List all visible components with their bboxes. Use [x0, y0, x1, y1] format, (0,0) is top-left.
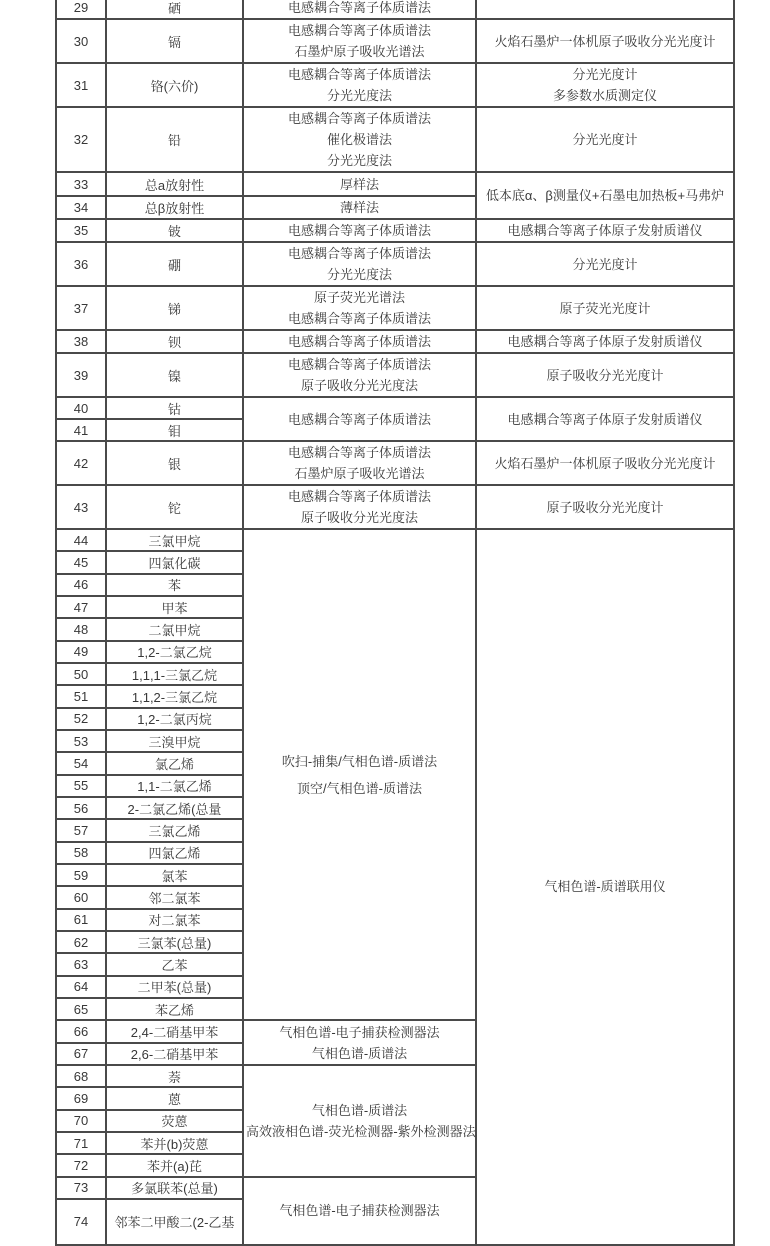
method-cell	[243, 219, 476, 242]
method-cell-line: 催化极谱法	[326, 132, 392, 147]
param-name-cell	[106, 219, 243, 242]
table-row	[56, 107, 734, 172]
param-name-cell-line: 1,1,2-三氯乙烷	[131, 689, 218, 705]
param-name-cell-line: 苯	[167, 578, 181, 594]
param-name-cell	[106, 1154, 243, 1176]
instrument-cell	[476, 441, 734, 485]
method-cell-line: 吹扫-捕集/气相色谱-质谱法	[281, 753, 438, 769]
method-cell-line: 电感耦合等离子体质谱法	[287, 411, 431, 427]
param-name-cell-line: 三氯甲烷	[148, 533, 201, 549]
instrument-cell	[476, 107, 734, 172]
row-number-cell	[56, 1154, 106, 1176]
row-number-cell	[56, 1132, 106, 1154]
row-number-cell-line: 38	[73, 334, 89, 349]
method-cell	[243, 353, 476, 397]
row-number-cell	[56, 353, 106, 397]
row-number-cell-line: 44	[73, 532, 89, 548]
method-cell-line: 电感耦合等离子体质谱法	[287, 311, 431, 326]
row-number-cell-line: 40	[73, 400, 89, 416]
row-number-cell	[56, 797, 106, 819]
row-number-cell	[56, 1065, 106, 1087]
param-name-cell-line: 锑	[167, 301, 181, 317]
row-number-cell-line: 59	[73, 867, 89, 883]
instrument-cell-line: 分光光度计	[572, 256, 638, 272]
param-name-cell	[106, 1087, 243, 1109]
row-number-cell-line: 53	[73, 733, 89, 749]
param-name-cell-line: 1,2-二氯乙烷	[137, 645, 212, 661]
param-name-cell	[106, 886, 243, 908]
method-cell-line: 分光光度法	[326, 88, 392, 103]
param-name-cell	[106, 663, 243, 685]
instrument-cell	[476, 19, 734, 63]
row-number-cell-line: 34	[73, 200, 89, 215]
instrument-cell	[476, 242, 734, 286]
param-name-cell	[106, 485, 243, 529]
instrument-cell	[476, 330, 734, 353]
row-number-cell	[56, 708, 106, 730]
row-number-cell	[56, 1043, 106, 1065]
row-number-cell-line: 50	[73, 666, 89, 682]
instrument-cell-line: 原子荧光光度计	[559, 300, 651, 316]
instrument-cell	[476, 529, 734, 1245]
method-cell-line: 电感耦合等离子体质谱法	[287, 334, 431, 349]
param-name-cell-line: 苯乙烯	[154, 1002, 194, 1018]
methods-table-body	[56, 0, 734, 1245]
row-number-cell	[56, 172, 106, 196]
instrument-cell-line: 气相色谱-质谱联用仪	[544, 879, 666, 895]
param-name-cell	[106, 730, 243, 752]
param-name-cell-line: 钴	[167, 401, 181, 417]
param-name-cell-line: 钼	[167, 423, 181, 439]
row-number-cell-line: 32	[73, 132, 89, 147]
param-name-cell	[106, 953, 243, 975]
param-name-cell	[106, 819, 243, 841]
row-number-cell	[56, 685, 106, 707]
row-number-cell-line: 42	[73, 455, 89, 471]
method-cell-line: 电感耦合等离子体质谱法	[287, 0, 431, 15]
method-cell	[243, 1020, 476, 1065]
param-name-cell	[106, 529, 243, 551]
table-row	[56, 529, 734, 551]
row-number-cell-line: 37	[73, 300, 89, 316]
param-name-cell	[106, 397, 243, 419]
param-name-cell	[106, 1020, 243, 1042]
param-name-cell-line: 2,6-二硝基甲苯	[130, 1047, 219, 1063]
row-number-cell-line: 54	[73, 755, 89, 771]
param-name-cell-line: 乙苯	[161, 957, 188, 973]
table-row	[56, 0, 734, 19]
param-name-cell	[106, 1043, 243, 1065]
row-number-cell-line: 74	[73, 1214, 89, 1230]
row-number-cell-line: 31	[73, 77, 89, 93]
param-name-cell-line: 总β放射性	[144, 201, 205, 216]
param-name-cell	[106, 909, 243, 931]
param-name-cell-line: 苯并(a)芘	[147, 1158, 202, 1174]
row-number-cell	[56, 529, 106, 551]
row-number-cell-line: 51	[73, 688, 89, 704]
param-name-cell-line: 铅	[167, 133, 181, 148]
param-name-cell	[106, 1065, 243, 1087]
row-number-cell	[56, 19, 106, 63]
row-number-cell-line: 63	[73, 956, 89, 972]
param-name-cell-line: 钡	[167, 335, 181, 350]
param-name-cell-line: 硼	[167, 257, 181, 273]
instrument-cell	[476, 353, 734, 397]
param-name-cell-line: 2-二氯乙烯(总量	[127, 801, 222, 817]
row-number-cell	[56, 219, 106, 242]
param-name-cell-line: 硒	[167, 1, 181, 16]
table-row	[56, 19, 734, 63]
method-cell	[243, 107, 476, 172]
param-name-cell	[106, 242, 243, 286]
instrument-cell-line: 分光光度计	[572, 132, 638, 147]
row-number-cell	[56, 441, 106, 485]
method-cell-line: 高效液相色谱-荧光检测器-紫外检测器法	[246, 1123, 476, 1139]
method-cell	[243, 330, 476, 353]
param-name-cell-line: 铬(六价)	[150, 78, 199, 94]
method-cell-line: 电感耦合等离子体质谱法	[287, 23, 431, 38]
instrument-cell-line: 电感耦合等离子体原子发射质谱仪	[507, 223, 703, 238]
row-number-cell	[56, 752, 106, 774]
row-number-cell	[56, 551, 106, 573]
instrument-cell-line: 火焰石墨炉一体机原子吸收分光光度计	[494, 455, 716, 471]
table-row	[56, 353, 734, 397]
param-name-cell-line: 铍	[167, 224, 181, 239]
table-row	[56, 242, 734, 286]
param-name-cell	[106, 286, 243, 330]
row-number-cell	[56, 0, 106, 19]
param-name-cell-line: 1,1-二氯乙烯	[137, 779, 212, 795]
row-number-cell-line: 36	[73, 256, 89, 272]
method-cell-line: 原子吸收分光光度法	[300, 378, 418, 393]
method-cell	[243, 19, 476, 63]
param-name-cell	[106, 353, 243, 397]
row-number-cell	[56, 397, 106, 419]
row-number-cell-line: 67	[73, 1046, 89, 1062]
param-name-cell	[106, 19, 243, 63]
param-name-cell-line: 邻二氯苯	[148, 890, 201, 906]
param-name-cell	[106, 0, 243, 19]
row-number-cell	[56, 1087, 106, 1109]
param-name-cell-line: 苯并(b)荧蒽	[140, 1136, 209, 1152]
method-cell	[243, 196, 476, 219]
row-number-cell-line: 46	[73, 577, 89, 593]
method-cell-line: 电感耦合等离子体质谱法	[287, 357, 431, 372]
row-number-cell	[56, 998, 106, 1020]
table-row	[56, 330, 734, 353]
row-number-cell	[56, 886, 106, 908]
row-number-cell-line: 39	[73, 367, 89, 383]
table-row	[56, 172, 734, 196]
table-row	[56, 397, 734, 419]
row-number-cell-line: 61	[73, 912, 89, 928]
row-number-cell	[56, 730, 106, 752]
param-name-cell-line: 总a放射性	[144, 177, 205, 193]
instrument-cell-line: 低本底α、β测量仪+石墨电加热板+马弗炉	[485, 188, 725, 203]
param-name-cell-line: 对二氯苯	[148, 913, 201, 929]
param-name-cell	[106, 63, 243, 107]
param-name-cell	[106, 864, 243, 886]
param-name-cell-line: 多氯联苯(总量)	[131, 1181, 218, 1197]
instrument-cell-line: 火焰石墨炉一体机原子吸收分光光度计	[494, 33, 716, 49]
row-number-cell	[56, 574, 106, 596]
param-name-cell	[106, 976, 243, 998]
param-name-cell	[106, 1177, 243, 1199]
row-number-cell	[56, 1199, 106, 1245]
row-number-cell-line: 58	[73, 845, 89, 861]
instrument-cell	[476, 172, 734, 219]
row-number-cell	[56, 909, 106, 931]
param-name-cell-line: 镉	[167, 34, 181, 50]
param-name-cell	[106, 685, 243, 707]
param-name-cell-line: 三氯乙烯	[148, 823, 201, 839]
param-name-cell	[106, 931, 243, 953]
row-number-cell-line: 71	[73, 1135, 89, 1151]
row-number-cell-line: 49	[73, 644, 89, 660]
param-name-cell-line: 氯苯	[161, 868, 188, 884]
row-number-cell-line: 35	[73, 223, 89, 238]
row-number-cell	[56, 976, 106, 998]
param-name-cell-line: 邻苯二甲酸二(2-乙基	[114, 1215, 235, 1231]
method-cell-line: 电感耦合等离子体质谱法	[287, 223, 431, 238]
row-number-cell	[56, 931, 106, 953]
row-number-cell	[56, 641, 106, 663]
method-cell-line: 顶空/气相色谱-质谱法	[297, 780, 422, 796]
row-number-cell-line: 73	[73, 1180, 89, 1196]
row-number-cell-line: 29	[73, 0, 89, 15]
row-number-cell	[56, 953, 106, 975]
row-number-cell	[56, 330, 106, 353]
instrument-cell	[476, 0, 734, 19]
row-number-cell	[56, 596, 106, 618]
method-cell	[243, 1177, 476, 1245]
instrument-cell-line: 原子吸收分光光度计	[546, 367, 664, 383]
row-number-cell-line: 57	[73, 822, 89, 838]
param-name-cell-line: 二甲苯(总量)	[137, 980, 212, 996]
param-name-cell-line: 萘	[167, 1069, 181, 1085]
method-cell-line: 石墨炉原子吸收光谱法	[294, 44, 425, 59]
param-name-cell	[106, 441, 243, 485]
row-number-cell-line: 33	[73, 176, 89, 192]
param-name-cell-line: 镍	[167, 368, 181, 384]
param-name-cell	[106, 196, 243, 219]
row-number-cell-line: 45	[73, 554, 89, 570]
table-row	[56, 63, 734, 107]
row-number-cell-line: 68	[73, 1068, 89, 1084]
param-name-cell-line: 三溴甲烷	[148, 734, 201, 750]
method-cell-line: 电感耦合等离子体质谱法	[287, 67, 431, 82]
method-cell-line: 分光光度法	[326, 153, 392, 168]
instrument-cell-line: 电感耦合等离子体原子发射质谱仪	[507, 411, 703, 427]
method-cell-line: 薄样法	[339, 200, 379, 215]
method-cell-line: 电感耦合等离子体质谱法	[287, 489, 431, 504]
row-number-cell	[56, 618, 106, 640]
row-number-cell-line: 69	[73, 1090, 89, 1106]
row-number-cell-line: 41	[73, 422, 89, 438]
instrument-cell	[476, 219, 734, 242]
method-cell	[243, 397, 476, 441]
row-number-cell-line: 48	[73, 621, 89, 637]
method-cell	[243, 441, 476, 485]
method-cell-line: 电感耦合等离子体质谱法	[287, 246, 431, 261]
param-name-cell	[106, 752, 243, 774]
table-row	[56, 286, 734, 330]
param-name-cell	[106, 551, 243, 573]
method-cell	[243, 63, 476, 107]
row-number-cell	[56, 1110, 106, 1132]
instrument-cell-line: 电感耦合等离子体原子发射质谱仪	[507, 334, 703, 349]
row-number-cell-line: 60	[73, 889, 89, 905]
method-cell-line: 气相色谱-电子捕获检测器法	[279, 1203, 440, 1219]
param-name-cell	[106, 842, 243, 864]
method-cell-line: 气相色谱-质谱法	[311, 1102, 408, 1118]
row-number-cell-line: 55	[73, 778, 89, 794]
method-cell	[243, 0, 476, 19]
param-name-cell	[106, 775, 243, 797]
param-name-cell-line: 1,2-二氯丙烷	[137, 712, 212, 728]
method-cell-line: 电感耦合等离子体质谱法	[287, 111, 431, 126]
param-name-cell-line: 四氯乙烯	[148, 846, 201, 862]
param-name-cell	[106, 641, 243, 663]
row-number-cell-line: 30	[73, 33, 89, 49]
row-number-cell	[56, 196, 106, 219]
methods-table	[55, 0, 735, 1246]
param-name-cell	[106, 596, 243, 618]
param-name-cell	[106, 1110, 243, 1132]
param-name-cell-line: 银	[167, 456, 181, 472]
method-cell	[243, 1065, 476, 1177]
method-cell-line: 原子吸收分光光度法	[300, 510, 418, 525]
param-name-cell-line: 氯乙烯	[154, 756, 194, 772]
param-name-cell-line: 1,1,1-三氯乙烷	[131, 667, 218, 683]
row-number-cell	[56, 485, 106, 529]
method-cell-line: 厚样法	[339, 176, 379, 192]
row-number-cell-line: 72	[73, 1157, 89, 1173]
instrument-cell-line: 分光光度计	[572, 67, 638, 82]
param-name-cell	[106, 1132, 243, 1154]
method-cell-line: 石墨炉原子吸收光谱法	[294, 466, 425, 481]
param-name-cell-line: 甲苯	[161, 600, 188, 616]
param-name-cell	[106, 797, 243, 819]
row-number-cell-line: 62	[73, 934, 89, 950]
table-row	[56, 219, 734, 242]
row-number-cell-line: 47	[73, 599, 89, 615]
row-number-cell-line: 56	[73, 800, 89, 816]
method-cell	[243, 242, 476, 286]
instrument-cell	[476, 397, 734, 441]
param-name-cell	[106, 618, 243, 640]
param-name-cell-line: 四氯化碳	[148, 555, 201, 571]
row-number-cell-line: 52	[73, 711, 89, 727]
row-number-cell	[56, 242, 106, 286]
param-name-cell	[106, 1199, 243, 1245]
param-name-cell-line: 铊	[167, 500, 181, 516]
method-cell-line: 电感耦合等离子体质谱法	[287, 445, 431, 460]
param-name-cell-line: 二氯甲烷	[148, 622, 201, 638]
row-number-cell-line: 43	[73, 499, 89, 515]
param-name-cell-line: 2,4-二硝基甲苯	[130, 1024, 219, 1040]
method-cell-line: 气相色谱-电子捕获检测器法	[279, 1024, 440, 1040]
table-row	[56, 441, 734, 485]
method-cell-line: 气相色谱-质谱法	[311, 1045, 408, 1061]
method-cell	[243, 172, 476, 196]
row-number-cell-line: 66	[73, 1023, 89, 1039]
instrument-cell	[476, 485, 734, 529]
row-number-cell	[56, 107, 106, 172]
param-name-cell	[106, 998, 243, 1020]
param-name-cell	[106, 107, 243, 172]
row-number-cell	[56, 819, 106, 841]
row-number-cell	[56, 1177, 106, 1199]
instrument-cell	[476, 63, 734, 107]
row-number-cell	[56, 663, 106, 685]
param-name-cell	[106, 172, 243, 196]
param-name-cell-line: 三氯苯(总量)	[137, 935, 212, 951]
row-number-cell	[56, 864, 106, 886]
row-number-cell	[56, 286, 106, 330]
row-number-cell-line: 70	[73, 1113, 89, 1129]
param-name-cell	[106, 708, 243, 730]
param-name-cell	[106, 419, 243, 441]
method-cell	[243, 485, 476, 529]
row-number-cell	[56, 419, 106, 441]
instrument-cell-line: 原子吸收分光光度计	[546, 499, 664, 515]
row-number-cell	[56, 63, 106, 107]
param-name-cell-line: 荧蒽	[161, 1114, 188, 1130]
instrument-cell	[476, 286, 734, 330]
method-cell-line: 原子荧光光谱法	[313, 290, 405, 305]
row-number-cell	[56, 775, 106, 797]
param-name-cell	[106, 574, 243, 596]
row-number-cell	[56, 1020, 106, 1042]
method-cell	[243, 529, 476, 1020]
row-number-cell	[56, 842, 106, 864]
param-name-cell-line: 蒽	[167, 1091, 181, 1107]
table-row	[56, 485, 734, 529]
method-cell	[243, 286, 476, 330]
row-number-cell-line: 65	[73, 1001, 89, 1017]
method-cell-line: 分光光度法	[326, 267, 392, 282]
instrument-cell-line: 多参数水质测定仪	[552, 88, 657, 103]
row-number-cell-line: 64	[73, 979, 89, 995]
param-name-cell	[106, 330, 243, 353]
